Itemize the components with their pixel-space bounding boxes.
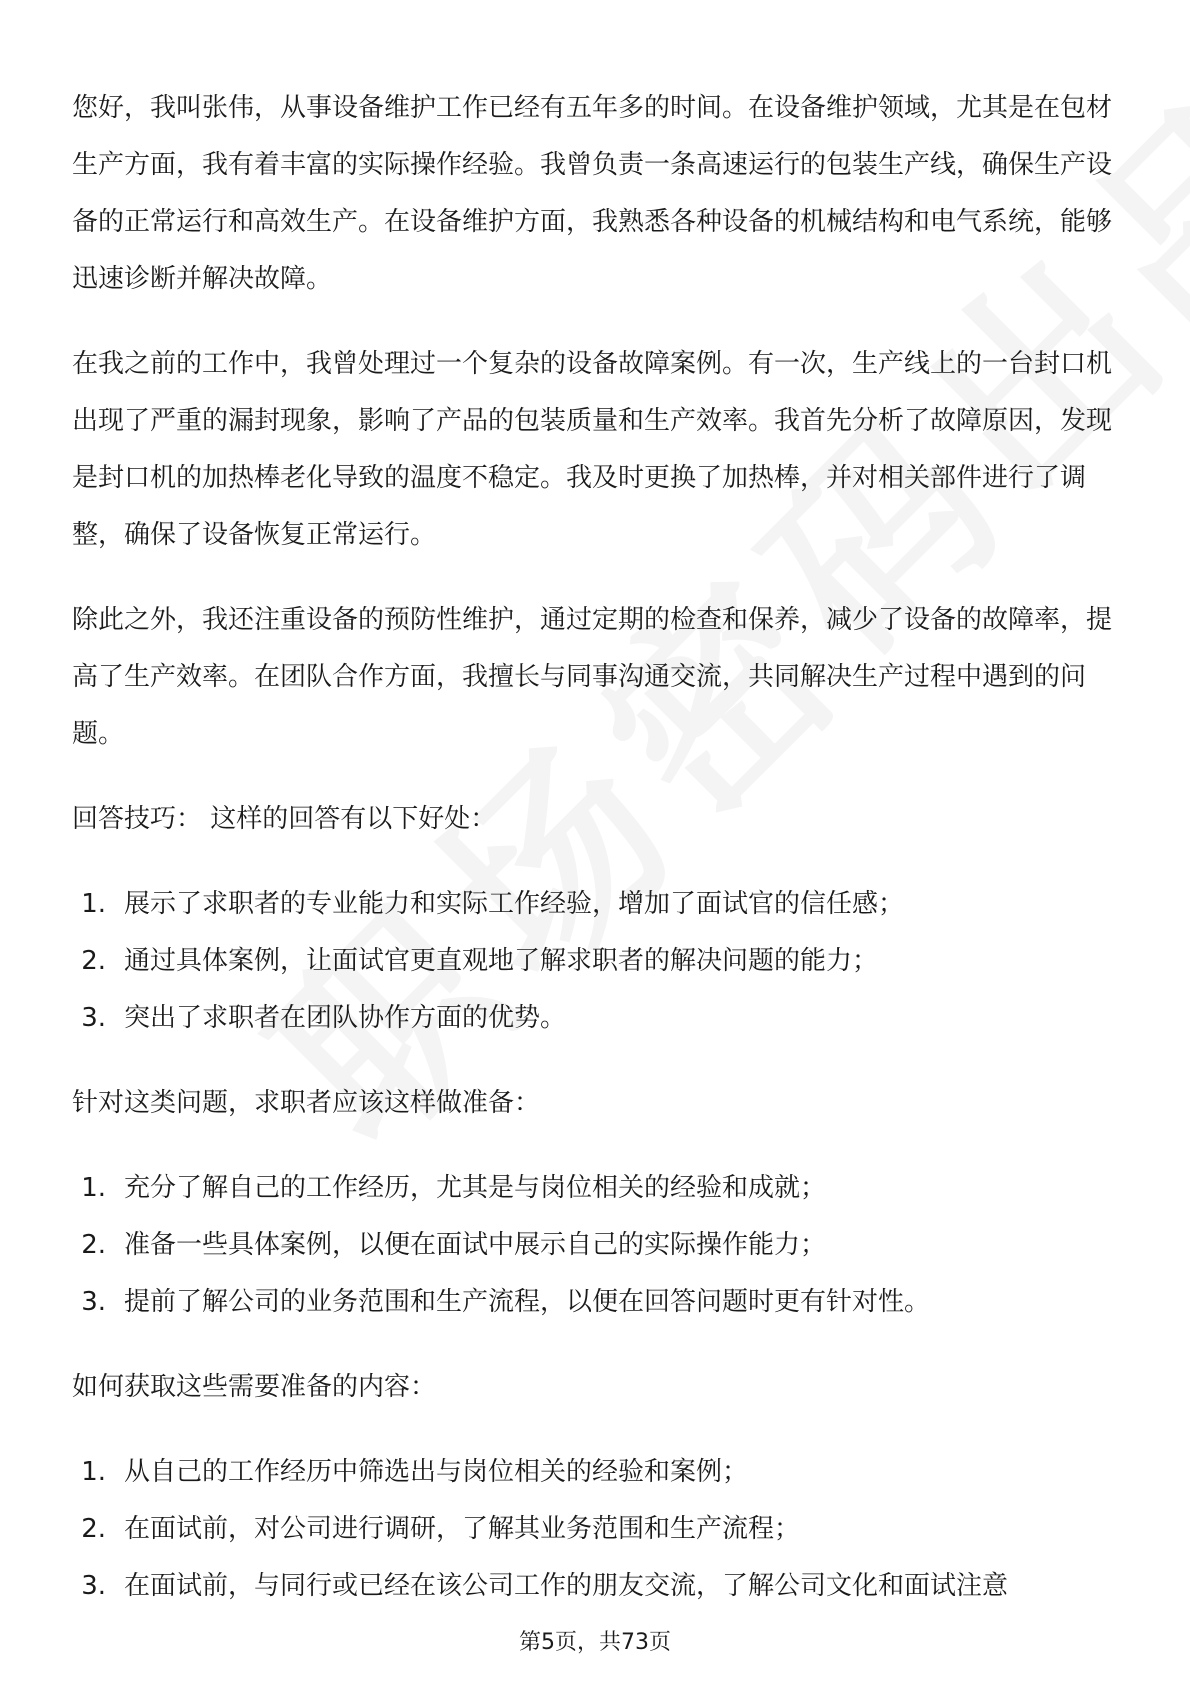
section-answer-tips bbox=[72, 791, 1122, 1047]
list-number: 3. bbox=[81, 1003, 106, 1033]
section-how-to-obtain bbox=[72, 1359, 1122, 1615]
list-number: 3. bbox=[81, 1571, 106, 1601]
list-item bbox=[72, 1444, 1122, 1501]
list-item-text: 在面试前，对公司进行调研，了解其业务范围和生产流程； bbox=[124, 1514, 801, 1544]
list-item bbox=[72, 1160, 1122, 1217]
list-number: 2. bbox=[81, 1514, 106, 1544]
list-item bbox=[72, 876, 1122, 933]
list-number: 2. bbox=[81, 946, 106, 976]
list-item-text: 准备一些具体案例，以便在面试中展示自己的实际操作能力； bbox=[124, 1230, 827, 1260]
list-number: 1. bbox=[81, 889, 106, 919]
list-item-text: 突出了求职者在团队协作方面的优势。 bbox=[124, 1003, 567, 1033]
list-item bbox=[72, 990, 1122, 1047]
list-item-text: 通过具体案例，让面试官更直观地了解求职者的解决问题的能力； bbox=[124, 946, 879, 976]
section-preparation bbox=[72, 1075, 1122, 1331]
paragraph-case: 在我之前的工作中，我曾处理过一个复杂的设备故障案例。有一次，生产线上的一台封口机出现了严重的漏封现象，影响了产品的包装质量和生产效率。我首先分析了故障原因，发现是封口机的加热棒老化导致的温度不稳定。我及时更换了加热棒，并对相关部件进行了调整，确保了设备恢复正常运行。 bbox=[72, 349, 1113, 550]
section-heading: 回答技巧： 这样的回答有以下好处： bbox=[72, 804, 497, 834]
list-item bbox=[72, 1501, 1122, 1558]
list-item-text: 在面试前，与同行或已经在该公司工作的朋友交流，了解公司文化和面试注意 bbox=[124, 1571, 1009, 1601]
list-item-text: 展示了求职者的专业能力和实际工作经验，增加了面试官的信任感； bbox=[124, 889, 905, 919]
list-number: 3. bbox=[81, 1287, 106, 1317]
paragraph-intro: 您好，我叫张伟，从事设备维护工作已经有五年多的时间。在设备维护领域，尤其是在包材生产方面，我有着丰富的实际操作经验。我曾负责一条高速运行的包装生产线，确保生产设备的正常运行和高效生产。在设备维护方面，我熟悉各种设备的机械结构和电气系统，能够迅速诊断并解决故障。 bbox=[72, 93, 1113, 294]
paragraph-teamwork: 除此之外，我还注重设备的预防性维护，通过定期的检查和保养，减少了设备的故障率，提高了生产效率。在团队合作方面，我擅长与同事沟通交流，共同解决生产过程中遇到的问题。 bbox=[72, 605, 1113, 749]
list-item-text: 从自己的工作经历中筛选出与岗位相关的经验和案例； bbox=[124, 1457, 749, 1487]
document-body bbox=[72, 80, 1122, 1643]
list-item bbox=[72, 1558, 1122, 1615]
list-item bbox=[72, 933, 1122, 990]
list-item bbox=[72, 1274, 1122, 1331]
list-number: 2. bbox=[81, 1230, 106, 1260]
section-heading: 如何获取这些需要准备的内容： bbox=[72, 1372, 437, 1402]
list-number: 1. bbox=[81, 1457, 106, 1487]
section-heading: 针对这类问题，求职者应该这样做准备： bbox=[72, 1088, 541, 1118]
list-item-text: 提前了解公司的业务范围和生产流程，以便在回答问题时更有针对性。 bbox=[124, 1287, 931, 1317]
numbered-list bbox=[72, 1160, 1122, 1331]
list-number: 1. bbox=[81, 1173, 106, 1203]
numbered-list bbox=[72, 876, 1122, 1047]
numbered-list bbox=[72, 1444, 1122, 1615]
page-number: 第5页，共73页 bbox=[519, 1630, 671, 1655]
list-item-text: 充分了解自己的工作经历，尤其是与岗位相关的经验和成就； bbox=[124, 1173, 827, 1203]
list-item bbox=[72, 1217, 1122, 1274]
